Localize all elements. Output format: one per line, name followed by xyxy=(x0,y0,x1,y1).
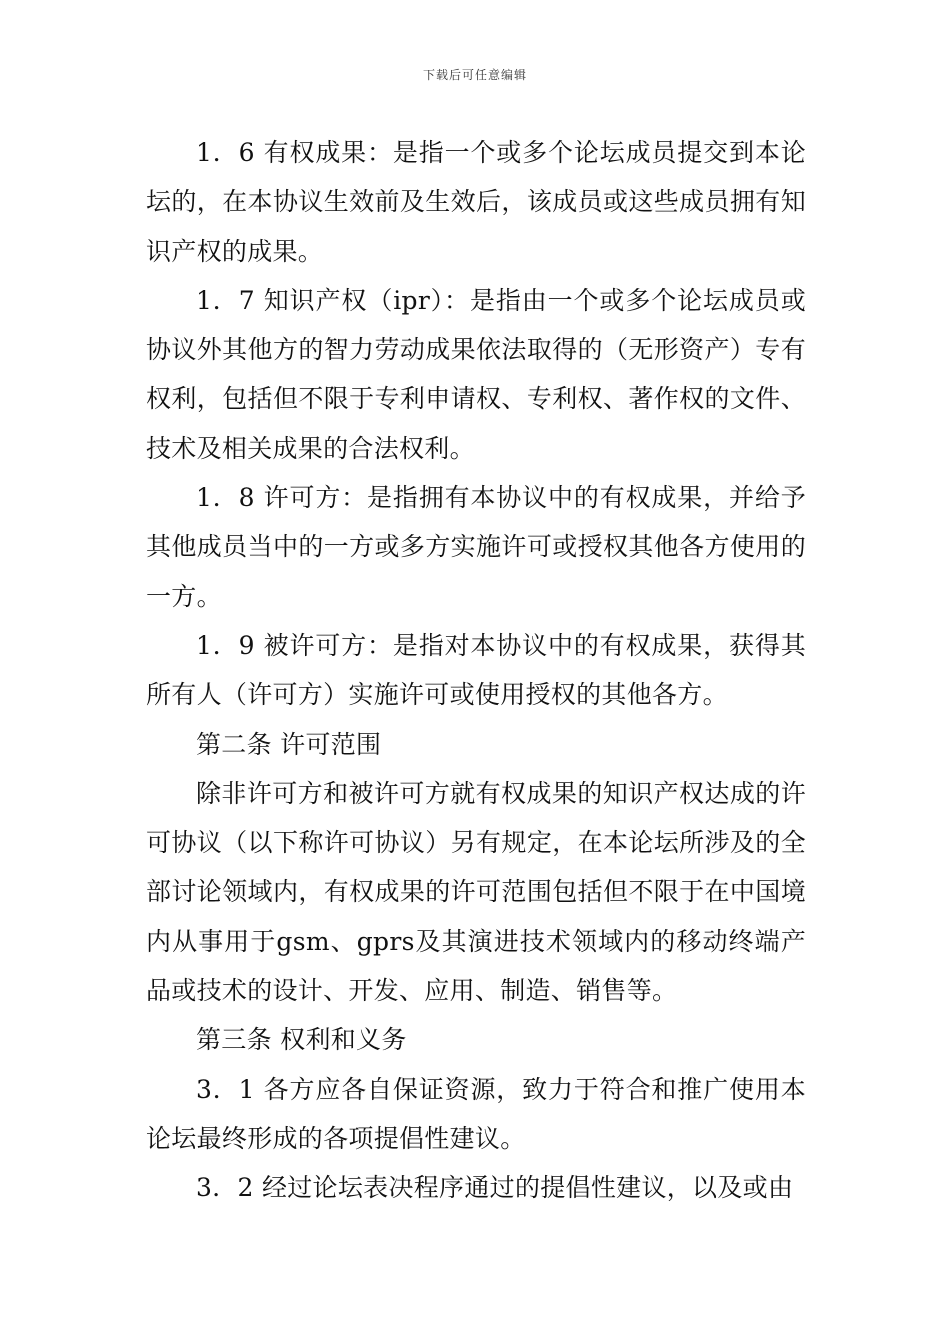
paragraph-1-6: 1．6 有权成果：是指一个或多个论坛成员提交到本论坛的，在本协议生效前及生效后，该成员或这些成员拥有知识产权的成果。 xyxy=(146,138,806,266)
paragraph-3-2: 3．2 经过论坛表决程序通过的提倡性建议，以及或由 xyxy=(196,1173,794,1203)
section-heading-article-2: 第二条 许可范围 xyxy=(196,729,382,759)
paragraph-1-8: 1．8 许可方：是指拥有本协议中的有权成果，并给予其他成员当中的一方或多方实施许可或授权其他各方使用的一方。 xyxy=(146,483,806,611)
paragraph-1-9: 1．9 被许可方：是指对本协议中的有权成果，获得其所有人（许可方）实施许可或使用授权的其他各方。 xyxy=(146,630,806,710)
document-body xyxy=(146,128,806,1213)
section-heading-article-3: 第三条 权利和义务 xyxy=(196,1025,407,1055)
paragraph-1-7: 1．7 知识产权（ipr）：是指由一个或多个论坛成员或协议外其他方的智力劳动成果依法取得的（无形资产）专有权利，包括但不限于专利申请权、专利权、著作权的文件、技术及相关成果的合法权利。 xyxy=(146,285,806,463)
paragraph-article-2: 除非许可方和被许可方就有权成果的知识产权达成的许可协议（以下称许可协议）另有规定，在本论坛所涉及的全部讨论领域内，有权成果的许可范围包括但不限于在中国境内从事用于gsm、gprs及其演进技术领域内的移动终端产品或技术的设计、开发、应用、制造、销售等。 xyxy=(146,778,806,1006)
paragraph-3-1: 3．1 各方应各自保证资源，致力于符合和推广使用本论坛最终形成的各项提倡性建议。 xyxy=(146,1074,806,1153)
page-header-note: 下载后可任意编辑 xyxy=(422,68,527,82)
